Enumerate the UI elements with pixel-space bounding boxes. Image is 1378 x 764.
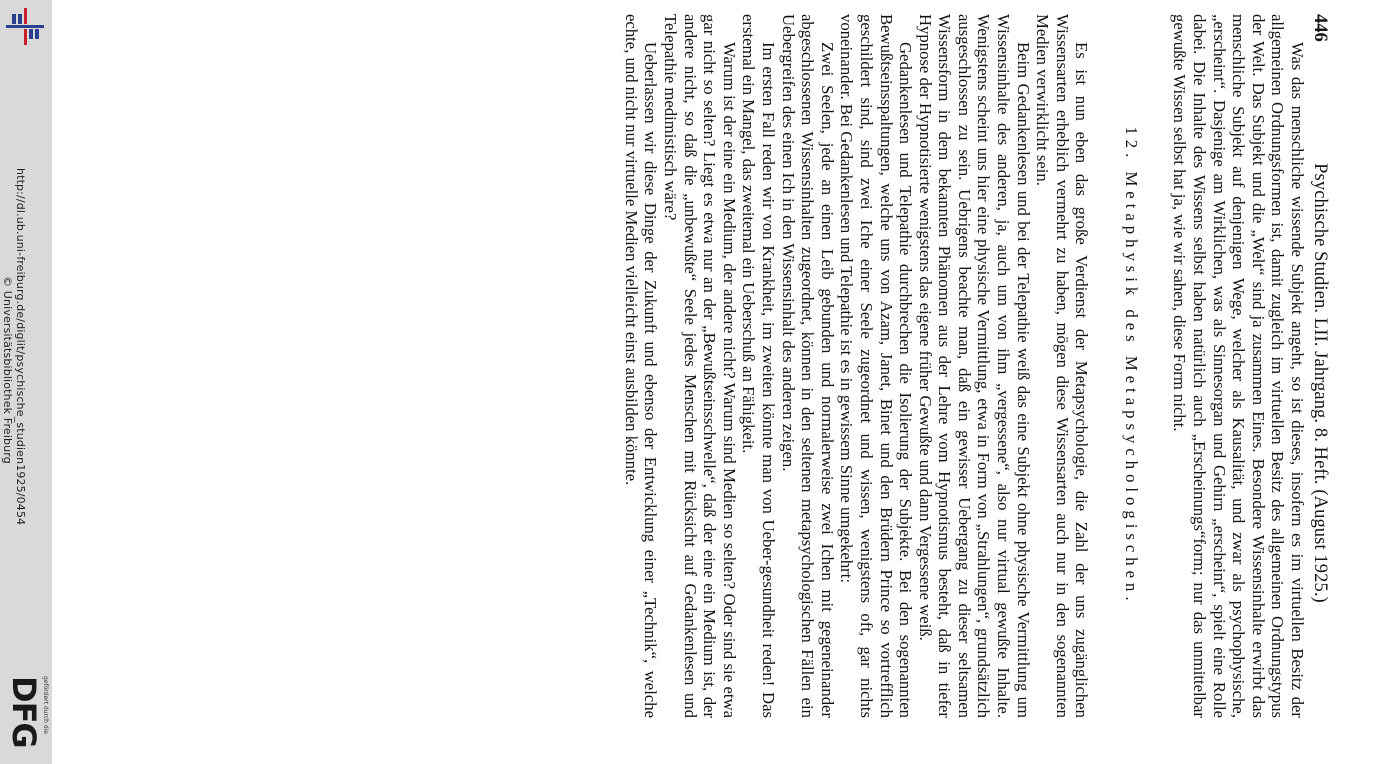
page-header <box>1307 14 1333 718</box>
paragraph: Warum ist der eine ein Medium, der andere nicht? Warum sind Medien so selten? Oder sind sie etwa gar nicht so selten? Liegt es etwa nur an der „Bewußtseinsschwelle“, daß der eine ein Medium ist, der andere nicht, so daß die „unbewußte“ Seele jedes Menschen mit Rücksicht auf Gedankenlesen und Telepathie medimistisch wäre? <box>660 14 739 718</box>
paragraph: Was das menschliche wissende Subjekt angeht, so ist dieses, insofern es im virtuellen Besitz der allgemeinen Ordnungsformen ist, damit zugleich im virtuellen Besitz des allgemeinen Ordnungstypus der Welt. Das Subjekt und die „Welt“ sind ja zusammen Eines. Besondere Wissensinhalte erwirbt das menschliche Subjekt auf denjenigen Wege, welcher als Kausalität, und zwar als psychophysische, „erscheint“. Dasjenige am Wirklichen, was als Sinnesorgan und Gehirn „erscheint“, spielt eine Rolle dabei. Die Inhalte des Wissens selbst haben natürlich auch „Erscheinungs“form; nur das unmittelbar gewußte Wissen selbst hat ja, wie wir sahen, diese Form nicht. <box>1170 14 1307 718</box>
dfg-logo: DFG <box>5 676 43 748</box>
funding-note: gefördert durch die <box>42 676 49 734</box>
paragraph: Gedankenlesen und Telepathie durchbrechen die Isolierung der Subjekte. Bei den sogenannten Bewußtseinsspaltungen, welche uns von Azam, Janet, Binet und den Brüdern Prince so vortrefflich geschildert sind, sind zwei Iche einer Seele zugeordnet und wissen, wenigstens oft, gar nichts voneinander. Bei Gedankenlesen und Telepathie ist es in gewissem Sinne umgekehrt: <box>837 14 916 718</box>
paragraph: Beim Gedankenlesen und bei der Telepathie weiß das eine Subjekt ohne physische Vermittlung um Wissensinhalte des anderen, ja, auch um von ihm „vergessene“, also nur virtual gewußte Inhalte. Wenigstens scheint uns hier eine physische Vermittlung, etwa in Form von „Strahlungen“, grundsätzlich ausgeschlossen zu sein. Uebrigens beachte man, daß ein gewisser Uebergang zu dieser seltsamen Wissensform in dem bekannten Phänomen aus der Lehre vom Hypnotismus besteht, daß in tiefer Hypnose der Hypnotisierte wenigstens das eigene früher Gewußte und dann Vergessene weiß. <box>915 14 1033 718</box>
running-title: Psychische Studien. LII. Jahrgang. 8. Heft. (August 1925.) <box>1310 163 1330 603</box>
copyright-notice: © Universitätsbibliothek Freiburg <box>1 276 14 464</box>
page-body <box>621 14 1307 718</box>
paragraph: Zwei Seelen, jede an einen Leib gebunden und normalerweise zwei Ichen mit gegeneinander abgeschlossenen Wissensinhalten zugeordnet, können in den seltenen metapsychologischen Fällen ein Uebergreifen des einen Ich in den Wissensinhalt des anderen zeigen. <box>778 14 837 718</box>
paragraph: Ueberlassen wir diese Dinge der Zukunft und ebenso der Entwicklung einer „Technik“, welche echte, und nicht nur virtuelle Medien vielleicht einst ausbilden könnte. <box>621 14 661 718</box>
section-heading: 12. Metaphysik des Metapsychologischen. <box>1121 126 1141 606</box>
document-url[interactable]: http://dl.ub.uni-freiburg.de/diglit/psychische_studien1925/0454 <box>14 168 27 526</box>
viewer-sidebar <box>0 0 52 764</box>
page-number: 446 <box>1310 14 1330 42</box>
paragraph: Im ersten Fall reden wir von Krankheit, im zweiten könnte man von Ueber-gesundheit reden! Das erstemal ein Mangel, das zweitemal ein Ueberschuß an Fähigkeit. <box>739 14 778 718</box>
scanned-page <box>52 0 1378 764</box>
paragraph: Es ist nun eben das große Verdienst der Metapsychologie, die Zahl der uns zugänglichen Wissensarten erheblich vermehrt zu haben, mögen diese Wissensarten auch nur in den sogenannten Medien verwirklicht sein. <box>1033 14 1092 718</box>
page-content <box>621 14 1333 718</box>
university-library-logo-icon <box>4 6 46 48</box>
